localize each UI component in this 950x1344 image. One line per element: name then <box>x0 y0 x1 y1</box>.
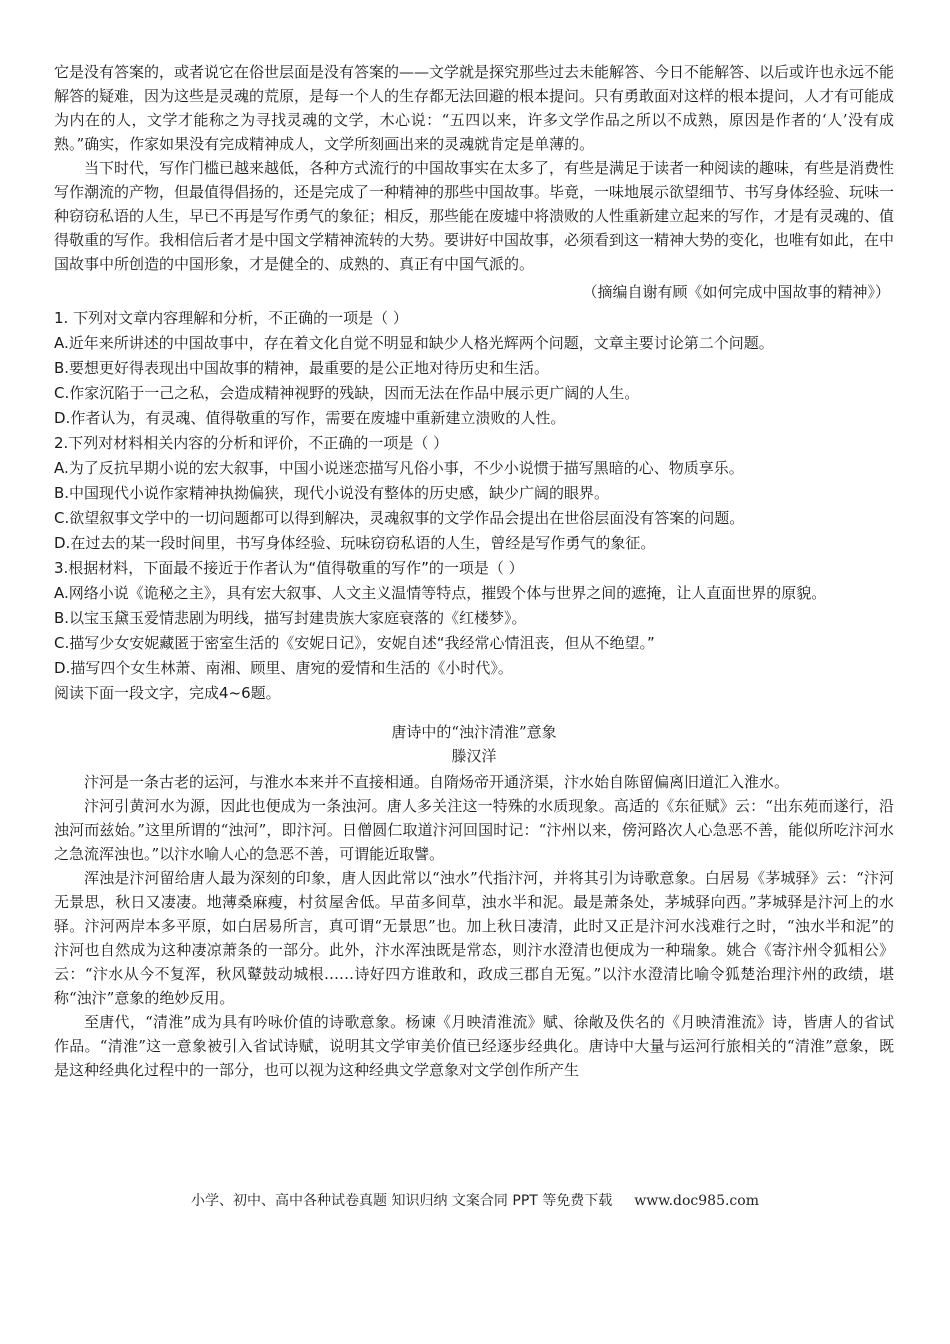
question-2-option-a: A.为了反抗早期小说的宏大叙事，中国小说迷恋描写凡俗小事，不少小说惯于描写黑暗的心、物质享乐。 <box>54 459 744 477</box>
passage-two-title: 唐诗中的“浊汴清淮”意象 <box>391 723 557 741</box>
passage-two-paragraph-1: 汴河是一条古老的运河，与淮水本来并不直接相通。自隋炀帝开通济渠，汴水始自陈留偏离旧道汇入淮水。 <box>84 773 790 791</box>
passage-two-paragraph-4: 至唐代，“清淮”成为具有吟咏价值的诗歌意象。杨谏《月映清淮流》赋、徐敞及佚名的《月映清淮流》诗，皆唐人的省试作品。“清淮”这一意象被引入省试诗赋，说明其文学审美价值已经逐步经典化。唐诗中大量与运河行旅相关的“清淮”意象，既是这种经典化过程中的一部分，也可以视为这种经典文学意象对文学创作所产生 <box>54 1013 894 1079</box>
footer-text: 小学、初中、高中各种试卷真题 知识归纳 文案合同 PPT 等免费下载 <box>191 1193 613 1209</box>
page-content <box>54 60 894 1082</box>
question-2-stem: 2.下列对材料相关内容的分析和评价，不正确的一项是（ ） <box>54 434 449 452</box>
question-3-option-c: C.描写少女安妮藏匿于密室生活的《安妮日记》，安妮自述“我经常心情沮丧，但从不绝望。” <box>54 634 655 652</box>
question-1-option-c: C.作家沉陷于一己之私，会造成精神视野的残缺，因而无法在作品中展示更广阔的人生。 <box>54 384 640 402</box>
question-2-option-d: D.在过去的某一段时间里，书写身体经验、玩味窃窃私语的人生，曾经是写作勇气的象征。 <box>54 534 656 552</box>
passage-two-paragraph-2: 汴河引黄河水为源，因此也便成为一条浊河。唐人多关注这一特殊的水质现象。高适的《东征赋》云：“出东苑而遂行，沿浊河而兹始。”这里所谓的“浊河”，即汴河。日僧圆仁取道汴河回国时记：“汴州以来，傍河路次人心急恶不善，能似所吃汴河水之急流浑浊也。”以汴水喻人心的急恶不善，可谓能近取譬。 <box>54 797 894 863</box>
page-footer <box>0 1191 950 1211</box>
question-3 <box>54 556 894 681</box>
reading-instruction: 阅读下面一段文字，完成4~6题。 <box>54 684 281 702</box>
question-1-option-d: D.作者认为，有灵魂、值得敬重的写作，需要在废墟中重新建立溃败的人性。 <box>54 409 566 427</box>
passage-two-paragraph-3: 浑浊是汴河留给唐人最为深刻的印象，唐人因此常以“浊水”代指汴河，并将其引为诗歌意象。白居易《茅城驿》云：“汴河无景思，秋日又凄凄。地薄桑麻瘦，村贫屋舍低。早苗多间草，浊水半和泥。最是萧条处，茅城驿向西。”茅城驿是汴河上的水驿。汴河两岸本多平原，如白居易所言，真可谓“无景思”也。加上秋日凄清，此时又正是汴河水浅难行之时，“浊水半和泥”的汴河也自然成为这种凄凉萧条的一部分。此外，汴水浑浊既是常态，则汴水澄清也便成为一种瑞象。姚合《寄汴州令狐相公》云：“汴水从今不复浑，秋风鼙鼓动城根……诗好四方谁敢和，政成三郡自无冤。”以汴水澄清比喻令狐楚治理汴州的政绩，堪称“浊汴”意象的绝妙反用。 <box>54 869 894 1007</box>
question-2-option-b: B.中国现代小说作家精神执拗偏狭，现代小说没有整体的历史感，缺少广阔的眼界。 <box>54 484 610 502</box>
question-2 <box>54 431 894 556</box>
question-1-stem: 1. 下列对文章内容理解和分析，不正确的一项是（ ） <box>54 309 408 327</box>
question-2-option-c: C.欲望叙事文学中的一切问题都可以得到解决，灵魂叙事的文学作品会提出在世俗层面没有答案的问题。 <box>54 509 745 527</box>
question-1 <box>54 306 894 431</box>
passage-one <box>54 60 894 304</box>
passage-one-source: （摘编自谢有顾《如何完成中国故事的精神》） <box>582 283 890 301</box>
passage-two <box>54 720 894 1082</box>
passage-one-paragraph-1: 它是没有答案的，或者说它在俗世层面是没有答案的——文学就是探究那些过去未能解答、今日不能解答、以后或许也永远不能解答的疑难，因为这些是灵魂的荒原，是每一个人的生存都无法回避的根本提问。只有勇敢面对这样的根本提问，人才有可能成为内在的人，文学才能称之为寻找灵魂的文学，木心说：“五四以来，许多文学作品之所以不成熟，原因是作者的‘人’没有成熟。”确实，作家如果没有完成精神成人，文学所刻画出来的灵魂就肯定是单薄的。 <box>54 63 895 153</box>
question-3-option-d: D.描写四个女生林萧、南湘、顾里、唐宛的爱情和生活的《小时代》。 <box>54 659 513 677</box>
passage-one-paragraph-2: 当下时代，写作门槛已越来越低，各种方式流行的中国故事实在太多了，有些是满足于读者一种阅读的趣味，有些是消费性写作潮流的产物，但最值得倡扬的，还是完成了一种精神的那些中国故事。毕竟，一味地展示欲望细节、书写身体经验、玩味一种窃窃私语的人生，早已不再是写作勇气的象征；相反，那些能在废墟中将溃败的人性重新建立起来的写作，才是有灵魂的、值得敬重的写作。我相信后者才是中国文学精神流转的大势。要讲好中国故事，必须看到这一精神大势的变化，也唯有如此，在中国故事中所创造的中国形象，才是健全的、成熟的、真正有中国气派的。 <box>54 159 895 273</box>
question-3-option-b: B.以宝玉黛玉爱情悲剧为明线，描写封建贵族大家庭衰落的《红楼梦》。 <box>54 609 527 627</box>
question-1-option-b: B.要想更好得表现出中国故事的精神，最重要的是公正地对待历史和生活。 <box>54 359 550 377</box>
question-1-option-a: A.近年来所讲述的中国故事中，存在着文化自觉不明显和缺少人格光辉两个问题，文章主要讨论第二个问题。 <box>54 334 774 352</box>
question-3-option-a: A.网络小说《诡秘之主》，具有宏大叙事、人文主义温情等特点，摧毁个体与世界之间的遮掩，让人直面世界的原貌。 <box>54 584 827 602</box>
question-3-stem: 3.根据材料，下面最不接近于作者认为“值得敬重的写作”的一项是（ ） <box>54 559 524 577</box>
passage-two-author: 滕汉洋 <box>451 747 497 765</box>
footer-site-link[interactable]: www.doc985.com <box>634 1193 759 1209</box>
